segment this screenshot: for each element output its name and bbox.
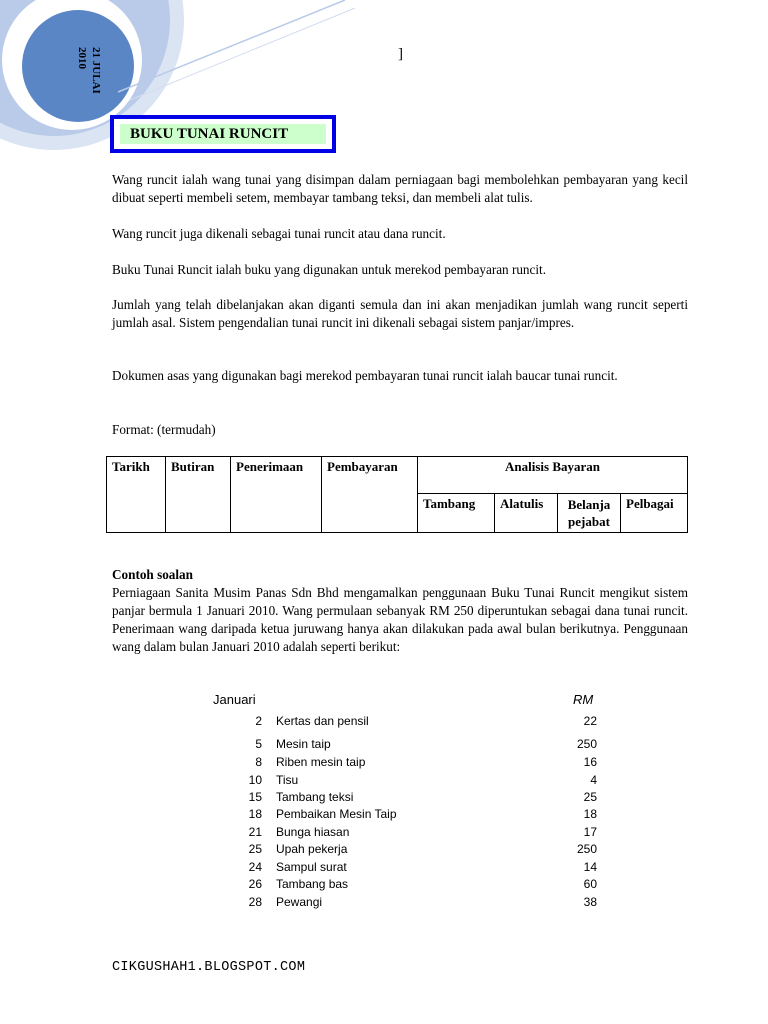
expense-day: 28 — [248, 895, 262, 909]
month-label: Januari — [213, 692, 256, 707]
expense-amount: 14 — [583, 860, 597, 874]
header-butiran: Butiran — [166, 457, 231, 533]
expense-amount: 25 — [583, 790, 597, 804]
header-tarikh: Tarikh — [107, 457, 166, 533]
format-table — [106, 456, 688, 533]
expense-day: 2 — [255, 714, 262, 728]
header-date — [59, 47, 103, 103]
page-title: BUKU TUNAI RUNCIT — [120, 124, 326, 144]
header-analisis: Analisis Bayaran — [418, 457, 688, 494]
expense-amount: 60 — [583, 877, 597, 891]
expense-description: Tisu — [276, 773, 299, 787]
paragraph-3: Buku Tunai Runcit ialah buku yang digunakan untuk merekod pembayaran runcit. — [112, 262, 547, 277]
subheader-belanja-pejabat: Belanja pejabat — [558, 494, 621, 533]
expense-amount: 250 — [576, 737, 597, 751]
example-text: Perniagaan Sanita Musim Panas Sdn Bhd mengamalkan penggunaan Buku Tunai Runcit mengikut sistem panjar bermula 1 Januari 2010. Wang permulaan sebanyak RM 250 diperuntukan sebagai dana tunai runcit. Penerimaan wang daripada ketua juruwang hanya akan dilakukan pada awal bulan berikutnya. Penggunaan wang dalam bulan Januari 2010 adalah seperti berikut: — [112, 585, 688, 654]
expense-description: Riben mesin taip — [276, 755, 366, 769]
expense-description: Tambang bas — [276, 877, 349, 891]
header-bracket: ] — [398, 46, 403, 62]
expense-amount: 17 — [583, 825, 597, 839]
paragraph-5: Dokumen asas yang digunakan bagi merekod pembayaran tunai runcit ialah baucar tunai runcit. — [112, 368, 618, 383]
subheader-alatulis: Alatulis — [495, 494, 558, 533]
paragraph-2: Wang runcit juga dikenali sebagai tunai runcit atau dana runcit. — [112, 226, 446, 241]
date-year: 2010 — [76, 47, 88, 69]
expense-amount: 250 — [576, 842, 597, 856]
expense-description: Mesin taip — [276, 737, 331, 751]
expense-day: 18 — [248, 807, 262, 821]
expense-description: Bunga hiasan — [276, 825, 350, 839]
expense-description: Pembaikan Mesin Taip — [276, 807, 397, 821]
date-day-month: 21 JULAI — [90, 47, 102, 94]
expense-day: 26 — [248, 877, 262, 891]
expense-amount: 22 — [583, 714, 597, 728]
expense-day: 25 — [248, 842, 262, 856]
example-heading: Contoh soalan — [112, 567, 193, 582]
expense-description: Kertas dan pensil — [276, 714, 369, 728]
subheader-pelbagai: Pelbagai — [621, 494, 688, 533]
expense-amount: 4 — [590, 773, 597, 787]
expense-amount: 38 — [583, 895, 597, 909]
paragraph-4: Jumlah yang telah dibelanjakan akan diganti semula dan ini akan menjadikan jumlah wang runcit seperti jumlah asal. Sistem pengendalian tunai runcit ini dikenali sebagai sistem panjar/impres. — [112, 297, 688, 330]
subheader-tambang: Tambang — [418, 494, 495, 533]
expense-description: Sampul surat — [276, 860, 347, 874]
header-penerimaan: Penerimaan — [231, 457, 322, 533]
expense-day: 21 — [248, 825, 262, 839]
expense-day: 8 — [255, 755, 262, 769]
header-pembayaran: Pembayaran — [322, 457, 418, 533]
expense-description: Upah pekerja — [276, 842, 348, 856]
expense-day: 10 — [248, 773, 262, 787]
expense-day: 15 — [248, 790, 262, 804]
expense-amount: 16 — [583, 755, 597, 769]
expense-amount: 18 — [583, 807, 597, 821]
expense-description: Tambang teksi — [276, 790, 354, 804]
currency-label: RM — [573, 692, 594, 707]
footer-url: CIKGUSHAH1.BLOGSPOT.COM — [112, 960, 306, 975]
expense-day: 5 — [255, 737, 262, 751]
title-box — [110, 115, 336, 153]
expense-day: 24 — [248, 860, 262, 874]
paragraph-1: Wang runcit ialah wang tunai yang disimpan dalam perniagaan bagi membolehkan pembayaran yang kecil dibuat seperti membeli setem, membayar tambang teksi, dan membeli alat tulis. — [112, 172, 688, 205]
expense-description: Pewangi — [276, 895, 323, 909]
paragraph-format: Format: (termudah) — [112, 422, 216, 437]
